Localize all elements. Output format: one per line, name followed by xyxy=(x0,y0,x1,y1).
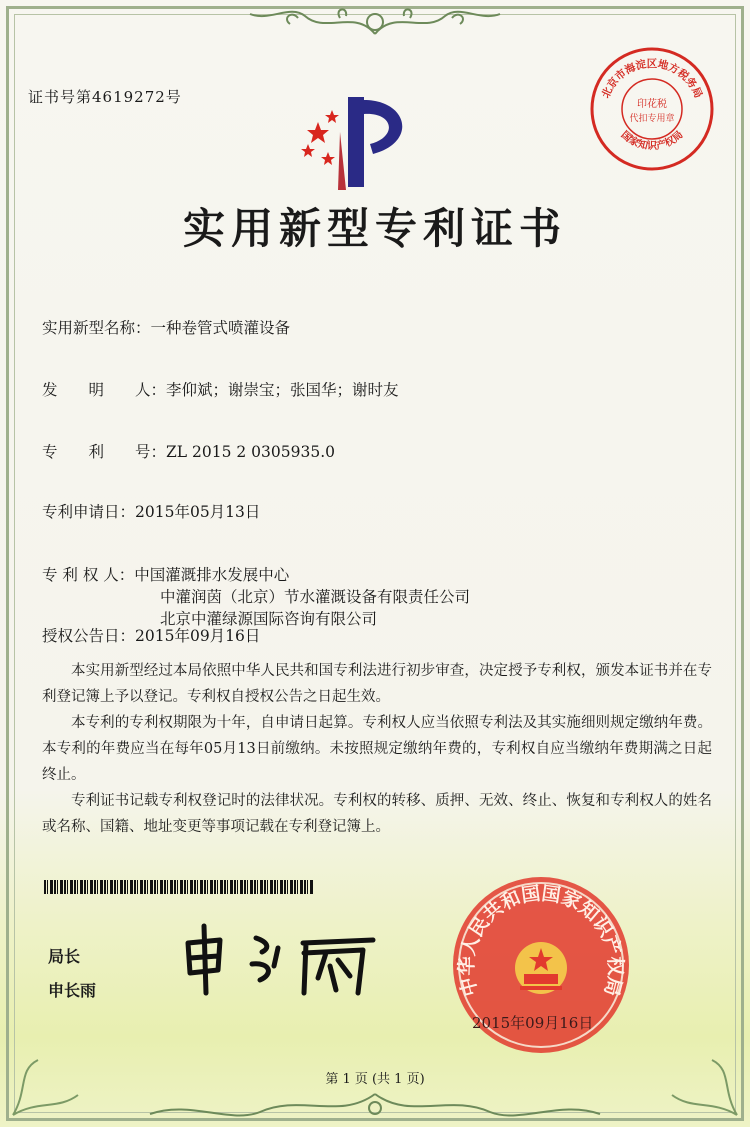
emblem-icon xyxy=(515,942,567,994)
patent-office-logo xyxy=(298,92,428,192)
inventor-label: 发 明 人： xyxy=(42,381,167,399)
body-paragraph-3: 专利证书记载专利权登记时的法律状况。专利权的转移、质押、无效、终止、恢复和专利权人的姓名或名称、国籍、地址变更等事项记载在专利登记簿上。 xyxy=(42,793,712,835)
owner-label: 专 利 权 人： xyxy=(42,566,135,584)
handwritten-signature xyxy=(178,918,378,998)
owner-row xyxy=(42,563,289,585)
utility-name-value: 一种卷管式喷灌设备 xyxy=(150,319,291,337)
seal-date: 2015年09月16日 xyxy=(472,1014,594,1032)
certificate-number: 证书号第4619272号 xyxy=(28,88,182,106)
tax-stamp-outer-text: 北京市海淀区地方税务局 xyxy=(599,58,705,100)
inventor-value: 李仰斌；谢崇宝；张国华；谢时友 xyxy=(166,381,399,399)
grant-date-row xyxy=(42,624,260,646)
owner-value-3: 北京中灌绿源国际咨询有限公司 xyxy=(160,610,378,628)
filing-date-row xyxy=(42,500,260,522)
seal-text: 中华人民共和国国家知识产权局 xyxy=(455,882,627,999)
certificate-title: 实用新型专利证书 xyxy=(182,204,567,253)
barcode xyxy=(44,880,314,894)
signer-title: 局长 xyxy=(48,947,81,966)
certificate-body xyxy=(42,658,712,840)
patent-number-label: 专 利 号： xyxy=(42,443,167,461)
filing-date-value: 2015年05月13日 xyxy=(135,503,261,521)
bottom-ornament xyxy=(140,1088,610,1124)
tax-stamp xyxy=(588,45,716,173)
body-paragraph-2: 本专利的专利权期限为十年，自申请日起算。专利权人应当依照专利法及其实施细则规定缴纳年费。本专利的年费应当在每年05月13日前缴纳。未按照规定缴纳年费的，专利权自应当缴纳年费期满之日起终止。 xyxy=(42,715,712,783)
tax-stamp-line2: 代扣专用章 xyxy=(629,114,675,124)
tax-stamp-line1: 印花税 xyxy=(637,99,667,110)
grant-date-value: 2015年09月16日 xyxy=(135,627,261,645)
patent-number-row xyxy=(42,440,335,462)
inventor-row xyxy=(42,378,399,400)
body-paragraph-1: 本实用新型经过本局依照中华人民共和国专利法进行初步审查，决定授予专利权，颁发本证书并在专利登记簿上予以登记。专利权自授权公告之日起生效。 xyxy=(42,663,712,705)
tax-stamp-bottom-text: 国家知识产权局 xyxy=(618,129,686,153)
top-ornament xyxy=(230,4,520,44)
patent-number-value: ZL 2015 2 0305935.0 xyxy=(166,443,335,461)
page-footer: 第 1 页 (共 1 页) xyxy=(325,1072,425,1087)
svg-text:国家知识产权局 xyxy=(619,128,686,152)
utility-name-row xyxy=(42,316,290,338)
utility-name-label: 实用新型名称： xyxy=(42,319,151,337)
signer-name: 申长雨 xyxy=(48,981,97,1000)
owner-value-1: 中国灌溉排水发展中心 xyxy=(134,566,290,584)
grant-date-label: 授权公告日： xyxy=(42,627,136,645)
owner-value-2: 中灌润茵（北京）节水灌溉设备有限责任公司 xyxy=(160,588,471,606)
filing-date-label: 专利申请日： xyxy=(42,503,136,521)
